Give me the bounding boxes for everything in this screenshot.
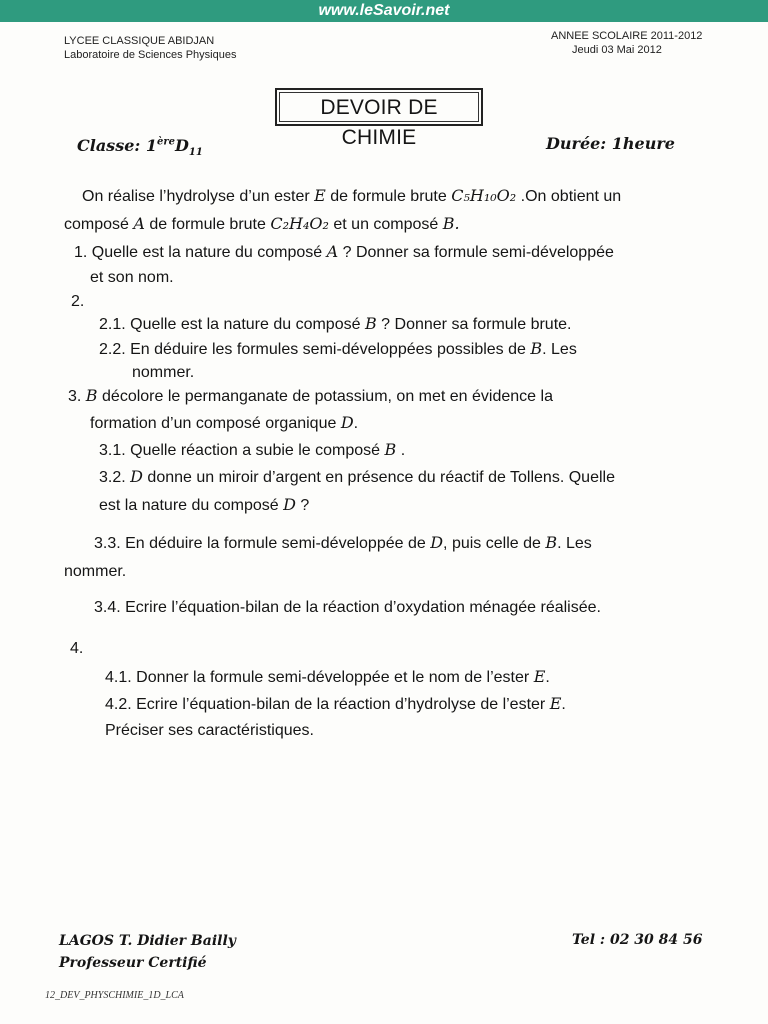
var-d: D <box>130 467 143 486</box>
page-title: DEVOIR DE CHIMIE <box>279 92 479 122</box>
intro-text: de formule brute <box>330 188 447 205</box>
q3-text: 3. <box>68 388 82 405</box>
question-4-2-cont: Préciser ses caractéristiques. <box>105 722 314 739</box>
question-3-4: 3.4. Ecrire l’équation-bilan de la réaction d’oxydation ménagée réalisée. <box>94 599 601 616</box>
duration-info <box>546 134 675 153</box>
intro-text: composé <box>64 216 129 233</box>
q4-1-text: . <box>545 669 550 686</box>
teacher-title: Professeur Certifié <box>59 955 207 971</box>
q3-1-text: . <box>400 442 406 459</box>
teacher-name: LAGOS T. Didier Bailly <box>59 933 236 949</box>
q3-text: formation d’un composé organique <box>90 415 337 432</box>
intro-text: On réalise l’hydrolyse d’un ester <box>82 188 310 205</box>
question-4-number: 4. <box>70 640 84 657</box>
class-d: D <box>175 136 189 155</box>
var-b: B <box>530 339 543 358</box>
q2-1-text: ? Donner sa formule brute. <box>381 316 572 333</box>
q3-2-text: ? <box>300 497 310 514</box>
var-b: B <box>545 533 558 552</box>
q1-text: ? Donner sa formule semi-développée <box>342 244 614 261</box>
q4-1-text: 4.1. Donner la formule semi-développée et le nom de l’ester <box>105 669 530 686</box>
class-info <box>77 136 203 158</box>
q3-2-text: 3.2. <box>99 469 126 486</box>
q1-text: 1. Quelle est la nature du composé <box>74 244 323 261</box>
q4-2-text: . <box>561 696 566 713</box>
intro-text: de formule brute <box>149 216 266 233</box>
var-b: B. <box>442 214 460 233</box>
intro-line-2 <box>64 214 460 235</box>
var-a: A <box>133 214 145 233</box>
duration-label: Durée: <box>546 134 607 153</box>
q3-3-text: 3.3. En déduire la formule semi-développée de <box>94 535 426 552</box>
q3-3-text: . Les <box>557 535 592 552</box>
var-d: D <box>430 533 444 552</box>
question-1-cont: et son nom. <box>90 269 174 286</box>
class-label: Classe: <box>77 136 141 155</box>
var-e: E <box>549 694 562 713</box>
question-2-number: 2. <box>71 293 85 310</box>
intro-line-1 <box>82 186 621 207</box>
q3-text: . <box>353 415 359 432</box>
question-1 <box>74 242 614 263</box>
question-3-1 <box>99 440 405 461</box>
question-4-1 <box>105 667 550 688</box>
q3-3-text: , puis celle de <box>443 535 541 552</box>
question-3-2 <box>99 467 615 488</box>
question-3-2-cont <box>99 495 309 516</box>
var-b: B <box>384 440 397 459</box>
class-value: 1 <box>145 136 157 155</box>
q3-1-text: 3.1. Quelle réaction a subie le composé <box>99 442 381 459</box>
q3-text: décolore le permanganate de potassium, on met en évidence la <box>102 388 553 405</box>
q2-2-text: . Les <box>542 341 577 358</box>
formula-acid: C₂H₄O₂ <box>270 214 329 233</box>
var-a: A <box>326 242 339 261</box>
class-sup: ère <box>157 136 175 148</box>
lab-name: Laboratoire de Sciences Physiques <box>64 49 237 61</box>
intro-text: et un composé <box>333 216 439 233</box>
q4-2-text: 4.2. Ecrire l’équation-bilan de la réaction d’hydrolyse de l’ester <box>105 696 546 713</box>
q3-2-text: est la nature du composé <box>99 497 279 514</box>
question-3-cont <box>90 413 358 434</box>
school-name: LYCEE CLASSIQUE ABIDJAN <box>64 35 215 47</box>
question-2-1 <box>99 314 572 335</box>
var-b: B <box>364 314 377 333</box>
q3-2-text: donne un miroir d’argent en présence du réactif de Tollens. Quelle <box>147 469 615 486</box>
exam-date: Jeudi 03 Mai 2012 <box>572 44 662 56</box>
question-3 <box>68 386 553 407</box>
class-sub: 11 <box>188 147 203 159</box>
question-4-2 <box>105 694 566 715</box>
question-2-2 <box>99 339 577 360</box>
var-b: B <box>85 386 98 405</box>
var-e: E <box>533 667 546 686</box>
intro-text: .On obtient un <box>520 188 622 205</box>
question-2-2-cont: nommer. <box>132 364 195 381</box>
question-3-3-cont: nommer. <box>64 563 127 580</box>
question-3-3 <box>94 533 592 554</box>
document-code: 12_DEV_PHYSCHIMIE_1D_LCA <box>45 990 184 1001</box>
var-e: E <box>314 186 326 205</box>
var-d: D <box>283 495 296 514</box>
title-frame <box>275 88 483 149</box>
var-d: D <box>340 413 354 432</box>
formula-ester: C₅H₁₀O₂ <box>451 186 517 205</box>
teacher-phone: Tel : 02 30 84 56 <box>572 932 703 948</box>
duration-value: 1heure <box>611 134 675 153</box>
school-year: ANNEE SCOLAIRE 2011-2012 <box>551 30 703 42</box>
q2-2-text: 2.2. En déduire les formules semi-développées possibles de <box>99 341 526 358</box>
q2-1-text: 2.1. Quelle est la nature du composé <box>99 316 361 333</box>
site-banner[interactable]: www.leSavoir.net <box>0 0 768 22</box>
